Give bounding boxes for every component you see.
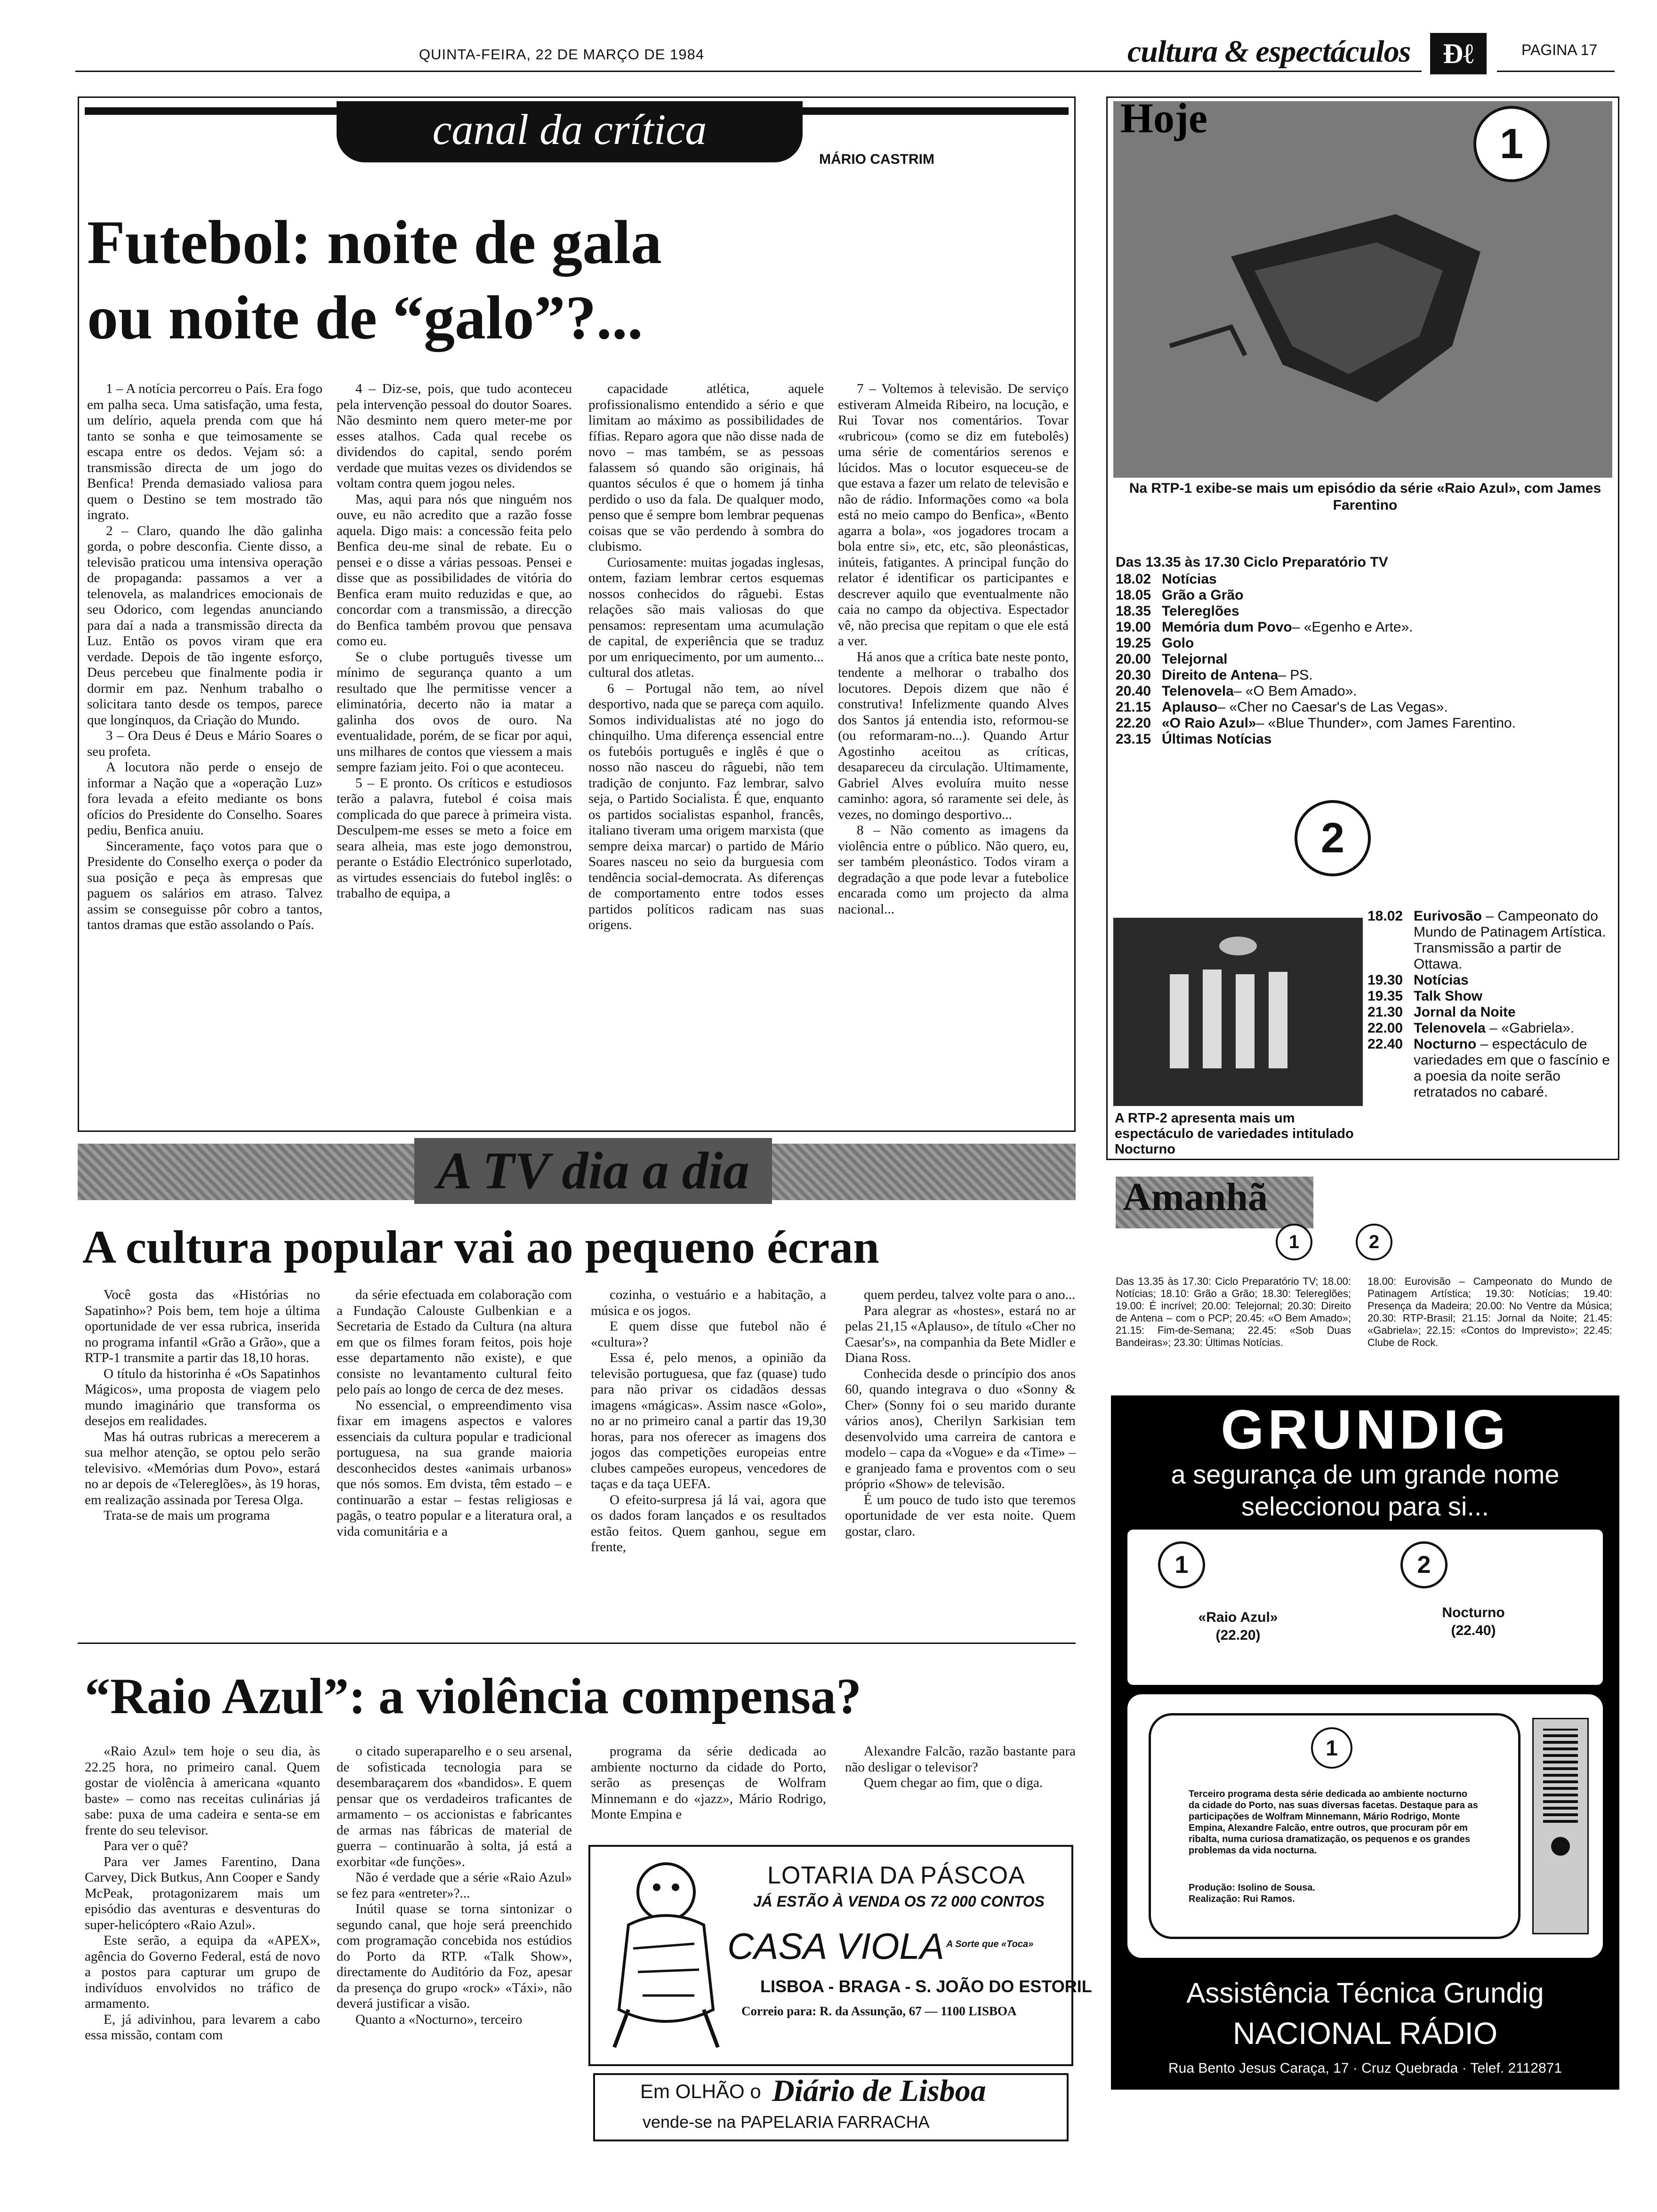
paragraph: Mas há outras rubricas a merecerem a sua melhor atenção, se optou pelo serão televisivo. «Memórias dum Povo», estará no ar depois de «Telereglões», às 19 horas, em realização assinada por Teresa Olga.	[85, 1429, 320, 1507]
paragraph: Essa é, pelo menos, a opinião da televisão portuguesa, que faz (quase) tudo para não privar os cidadãos dessas imagens «mágicas». Assim nasce «Golo», no ar no primeiro canal a partir das 19,30 horas, para nos oferecer as imagens dos jogos das competições europeias entre clubes campeões europeus, vencedores de taças e da taça UEFA.	[591, 1350, 826, 1491]
grundig-ch2-time: (22.40)	[1451, 1623, 1496, 1638]
schedule-row	[1116, 619, 1615, 635]
paragraph: programa da série dedicada ao ambiente nocturno da cidade do Porto, serão as presenças de Wolfram Minnemann e do «jazz», Mário Rodrigo, Monte Empina e	[591, 1744, 826, 1822]
paragraph: Não é verdade que a série «Raio Azul» se fez para «entreter»?...	[337, 1870, 572, 1901]
schedule-time: 18.02	[1367, 908, 1403, 924]
section-rule	[78, 1643, 1076, 1644]
rtp2-logo-icon: 2	[1295, 800, 1371, 876]
raio-headline: “Raio Azul”: a violência compensa?	[85, 1668, 861, 1724]
paragraph: Este serão, a equipa da «APEX», agência do Governo Federal, está de novo a postos para capturar um grupo de indivíduos envolvidos no tráfico de armamento.	[85, 1933, 320, 2011]
grundig-screen-text: Terceiro programa desta série dedicada ao ambiente nocturno da cidade do Porto, nas suas diversas facetas. Destaque para as participações de Wolfram Minnemann, Mário Rodrigo, Monte Empina, Alexandre Falcão, entre outros, que procuram pôr em ribalta, numa curiosa dramatização, os pequenos e os grandes problemas da vida nocturna.	[1189, 1789, 1478, 1856]
paragraph: 3 – Ora Deus é Deus e Mário Soares o seu profeta.	[87, 728, 322, 759]
schedule-program: Talk Show	[1414, 988, 1483, 1004]
schedule-program: «O Raio Azul»	[1162, 715, 1256, 731]
diario-ad-post: vende-se na PAPELARIA FARRACHA	[643, 2112, 930, 2132]
schedule-program: Telenovela	[1162, 683, 1234, 699]
paragraph: Quanto a «Nocturno», terceiro	[355, 2012, 523, 2027]
grundig-tv-controls	[1532, 1718, 1589, 1934]
critica-author: MÁRIO CASTRIM	[819, 152, 934, 167]
hoje-photo-rtp2	[1113, 918, 1363, 1106]
section-title: cultura & espectáculos	[1127, 34, 1411, 69]
schedule-desc: – «Cher no Caesar's de Las Vegas».	[1217, 699, 1448, 715]
paragraph: Se o clube português tivesse um mínimo de segurança quanto a um resultado que lhe permitisse vencer a eliminatória, decerto não ia matar a galinha dos ovos de ouro. Na eventualidade, porém, de se ficar por aqui, uns milhares de contos que viessem a mais sempre faziam jeito. Foi o que aconteceu.	[337, 649, 572, 775]
schedule-row	[1367, 1004, 1612, 1020]
schedule-row	[1116, 651, 1615, 667]
grundig-address: Rua Bento Jesus Caraça, 17 · Cruz Quebrada · Telef. 2112871	[1168, 2060, 1562, 2076]
amanha-rtp1: Das 13.35 às 17.30: Ciclo Preparatório TV; 18.00: Notícias; 18.10: Grão a Grão; 18.30: Telereglões; 19.00: É incrível; 20.00: Telejornal; 20.30: Direito de Antena – com o PCP; 20.45: «O Bem Amado»; 21.15: Fim-de-Semana; 22.45: «Sob Duas Bandeiras»; 23.30: Últimas Notícias.	[1116, 1275, 1351, 1348]
paragraph: 4 – Diz-se, pois, que tudo aconteceu pela intervenção pessoal do doutor Soares. Não desminto nem quero meter-me por esses atalhos. Cada qual recebe os dividendos do capital, sendo porém verdade que muitas vezes os dividendos se voltam contra quem jogou neles.	[337, 381, 572, 491]
grundig-assist-2: NACIONAL RÁDIO	[1232, 2016, 1498, 2051]
schedule-row	[1367, 1020, 1612, 1036]
schedule-program: Nocturno	[1414, 1036, 1477, 1052]
paragraph: Mas, aqui para nós que ninguém nos ouve, eu não acredito que a razão fosse aquela. Digo mais: a concessão feita pelo Benfica deu-me sinal de rebate. Eu o pensei e o disse a várias pessoas. Pensei e disse que as possibilidades de vitória do Benfica eram muito reduzidas e que, ao concordar com a transmissão, a direcção do Benfica também provou que pensava como eu.	[337, 491, 572, 649]
schedule-row	[1116, 699, 1615, 715]
paragraph: Conhecida desde o princípio dos anos 60, quando integrava o duo «Sonny & Cher» (Sonny foi o seu marido durante vários anos), Cherilyn Sarkisian tem desenvolvido uma carreira de cantora e modelo – capa da «Vogue» e da «Time» – e granjeado fama e proventos com o seu próprio «Show» de televisão.	[845, 1366, 1076, 1491]
schedule-desc: – «Blue Thunder», com James Farentino.	[1256, 715, 1516, 731]
paragraph: No essencial, o empreendimento visa fixar em imagens aspectos e valores essenciais da cultura popular e tradicional portuguesa, na sua grande maioria desconhecidos destes «animais urbanos» que nós somos. Em dvista, têm estado – e continuarão a estar – festas religiosas e pagãs, o teatro popular e a literatura oral, a vida comunitária e a	[337, 1397, 572, 1539]
page-date: QUINTA-FEIRA, 22 DE MARÇO DE 1984	[419, 46, 705, 63]
paragraph: 6 – Portugal não tem, ao nível desportivo, nada que se pareça com aquilo. Somos individualistas até no jogo do chinquilho. Uma diferença essencial entre os futebóis português e inglês é que o nosso não nasceu do râguebi, não tem tradição de conjunto. Faz lembrar, salvo seja, o Partido Socialista. É que, enquanto os partidos socialistas espanhol, francês, italiano tiveram uma origem marxista (que sempre deixa marcar) o partido de Mário Soares nasceu no seio da burguesia com tendência social-democrata. As diferenças de comportamento entre todos esses partidos políticos radicam nas suas origens.	[588, 681, 824, 932]
paragraph: Você gosta das «Histórias no Sapatinho»? Pois bem, tem hoje a última oportunidade de ver essa rubrica, inserida no programa infantil «Grão a Grão», que a RTP-1 transmite a partir das 18,10 horas.	[85, 1287, 320, 1365]
lotaria-subtitle: JÁ ESTÃO À VENDA OS 72 000 CONTOS	[753, 1893, 1045, 1910]
grundig-assist-1: Assistência Técnica Grundig	[1186, 1977, 1544, 2009]
schedule-desc: – «O Bem Amado».	[1233, 683, 1357, 699]
grundig-realizacao: Realização: Rui Ramos.	[1189, 1894, 1295, 1904]
critica-column-4	[838, 381, 1069, 917]
diario-ad-name: Diário de Lisboa	[772, 2074, 986, 2108]
grundig-ch1-time: (22.20)	[1215, 1627, 1261, 1643]
schedule-time: 19.00	[1116, 619, 1151, 635]
schedule-row	[1116, 587, 1615, 603]
rtp1-logo-icon: 1	[1473, 106, 1550, 182]
dl-logo: Ɖℓ	[1430, 33, 1487, 74]
paragraph: 1 – A notícia percorreu o País. Era fogo em palha seca. Uma satisfação, uma festa, um delírio, aquela prenda com que há tanto se sonha e que teimosamente se escapa entre os dedos. Vejam só: a transmissão directa de um jogo do Benfica! Prenda demasiado valiosa para quem o Destino se tem mostrado tão ingrato.	[87, 381, 322, 522]
raio-column-4	[845, 1744, 1076, 1791]
schedule-program: Eurivosão	[1414, 908, 1482, 924]
casa-viola-address: Correio para: R. da Assunção, 67 — 1100 LISBOA	[741, 2004, 1017, 2018]
grundig-speaker-grille	[1543, 1729, 1578, 1823]
critica-column-2	[337, 381, 572, 902]
paragraph: Sinceramente, faço votos para que o Presidente do Conselho exerça o poder da sua posição e peça às empresas que paguem os salários em atraso. Talvez assim se conseguisse pôr cobro a tantos, tantos dramas que estão assolando o País.	[87, 838, 322, 932]
schedule-desc: – PS.	[1278, 667, 1313, 683]
rtp2-schedule	[1367, 908, 1612, 1100]
paragraph: 7 – Voltemos à televisão. De serviço estiveram Almeida Ribeiro, na locução, e Rui Tovar nos comentários. Tovar «rubricou» (como se diz em futebolês) uma série de comentários serenos e lúcidos. Mas o locutor esqueceu-se de que estava a fazer um relato de televisão e não de rádio. Informações como «a bola está no meio campo do Benfica», «Bento agarra a bola», «os jogadores trocam a bola entre si», etc, etc, são pleonásticas, inúteis, fatigantes. A principal função do relator é identificar os participantes e descrever aquilo que eventualmente não caia no campo da objectiva. Espectador vê, não precisa que repitam o que ele está a ver.	[838, 381, 1069, 649]
amanha-rtp2: 18.00: Eurovisão – Campeonato do Mundo de Patinagem Artística; 19.30: Notícias; 19.40: Presença da Madeira; 20.00: No Ventre da Música; 20.30: RTP-Brasil; 21.15: Jornal da Noite; 21.45: «Gabriela»; 22.15: «Contos do Imprevisto»; 22.45: Clube de Rock.	[1367, 1275, 1612, 1348]
schedule-desc: – espectáculo de variedades em que o fascínio e a poesia da noite serão retratados no cabaré.	[1414, 1036, 1610, 1100]
tvdia-banner: A TV dia a dia	[414, 1138, 772, 1204]
grundig-brand: GRUNDIG	[1221, 1399, 1510, 1461]
critica-headline-2: ou noite de “galo”?...	[87, 283, 643, 352]
paragraph: da série efectuada em colaboração com a Fundação Calouste Gulbenkian e a Secretaria de Estado da Cultura (na altura em que os filmes foram feitos, pois hoje esse departamento não existe), e que consiste no levantamento cultural feito pelo país ao longo de cerca de dez meses.	[337, 1287, 572, 1397]
header-rule	[75, 71, 1422, 72]
paragraph: Curiosamente: muitas jogadas inglesas, ontem, faziam lembrar certos esquemas nossos conhecidos do râguebi. Estas relações são mais valiosas do que pensamos: representam uma acumulação de capital, de experiência que se traduz por um enriquecimento, por um aumento... cultural dos atletas.	[588, 554, 824, 680]
paragraph: A locutora não perde o ensejo de informar a Nação que a «operação Luz» fora levada a efeito mediante os bons ofícios do Presidente do Conselho. Soares pediu, Benfica anuiu.	[87, 760, 322, 838]
header-rule-right	[1497, 71, 1615, 72]
schedule-program: Telenovela	[1414, 1020, 1486, 1036]
diario-ad-pre: Em OLHÃO o	[640, 2080, 761, 2102]
hoje-intro: Das 13.35 às 17.30 Ciclo Preparatório TV	[1116, 554, 1388, 570]
schedule-time: 18.02	[1116, 571, 1151, 587]
casa-viola-cities: LISBOA - BRAGA - S. JOÃO DO ESTORIL	[760, 1977, 1092, 1996]
schedule-time: 18.35	[1116, 603, 1151, 619]
paragraph: quem perdeu, talvez volte para o ano...	[864, 1287, 1076, 1302]
tvdia-column-4	[845, 1287, 1076, 1539]
schedule-time: 18.05	[1116, 587, 1151, 603]
grundig-ch2-title: Nocturno	[1442, 1605, 1505, 1620]
tvdia-headline: A cultura popular vai ao pequeno écran	[82, 1221, 879, 1273]
rtp2-logo-ad-icon: 2	[1400, 1541, 1448, 1588]
critica-banner: canal da crítica	[337, 101, 803, 162]
grundig-slogan-1: a segurança de um grande nome	[1171, 1459, 1560, 1489]
schedule-time: 19.35	[1367, 988, 1403, 1004]
mascot-illustration	[600, 1854, 727, 2052]
page-number: PAGINA 17	[1521, 41, 1598, 58]
schedule-time: 22.40	[1367, 1036, 1403, 1052]
schedule-row	[1116, 603, 1615, 619]
raio-column-2	[337, 1744, 572, 2028]
casa-viola-tagline: A Sorte que «Toca»	[946, 1939, 1034, 1949]
schedule-row	[1367, 908, 1612, 972]
paragraph: capacidade atlética, aquele profissionalismo entendido a sério e que limitam ao máximo as possibilidades de fífias. Reparo agora que não disse nada de novo – mas também, se as pessoas falassem só quando são originais, há quantos séculos é que o homem já tinha perdido o uso da fala. De qualquer modo, penso que é sempre bom lembrar pequenas coisas que se vão perdendo à sombra do clubismo.	[588, 381, 824, 554]
paragraph: Para ver James Farentino, Dana Carvey, Dick Butkus, Ann Cooper e Sandy McPeak, protagonizarem mais um episódio das aventuras e desventuras do super-helicóptero «Raio Azul».	[85, 1854, 320, 1932]
schedule-program: Notícias	[1162, 571, 1217, 587]
schedule-program: Memória dum Povo	[1162, 619, 1292, 635]
schedule-row	[1116, 571, 1615, 587]
tvdia-column-2	[337, 1287, 572, 1539]
schedule-program: Grão a Grão	[1162, 587, 1244, 603]
critica-column-1	[87, 381, 322, 933]
paragraph: Quem chegar ao fim, que o diga.	[864, 1775, 1043, 1790]
schedule-program: Aplauso	[1162, 699, 1218, 715]
critica-column-3	[588, 381, 824, 933]
paragraph: 5 – E pronto. Os críticos e estudiosos terão a palavra, futebol é coisa mais complicada do que parece à primeira vista. Desculpem-me esses se meto a foice em seara alheia, mas este jogo demonstrou, perante o Estádio Electrónico superlotado, as virtudes essenciais do futebol inglês: o trabalho de equipa, a	[337, 775, 572, 901]
paragraph: o citado superaparelho e o seu arsenal, de sofisticada tecnologia para se desembaraçarem dos «bandidos». E quem pensar que os verdadeiros traficantes de armamento – os accionistas e fabricantes de armas nas fábricas de material de guerra – continuarão à solta, já está a exorbitar «de funções».	[337, 1744, 572, 1869]
paragraph: Trata-se de mais um programa	[104, 1508, 270, 1523]
schedule-time: 22.00	[1367, 1020, 1403, 1036]
schedule-time: 19.25	[1116, 635, 1151, 651]
schedule-program: Telereglões	[1162, 603, 1239, 619]
schedule-program: Jornal da Noite	[1414, 1004, 1516, 1020]
tvdia-column-3	[591, 1287, 826, 1555]
schedule-time: 19.30	[1367, 972, 1403, 988]
grundig-producao: Produção: Isolino de Sousa.	[1189, 1883, 1315, 1893]
rtp1-logo-tv-icon: 1	[1311, 1727, 1352, 1769]
schedule-time: 20.00	[1116, 651, 1151, 667]
schedule-time: 20.40	[1116, 683, 1151, 699]
grundig-slogan-2: seleccionou para si...	[1241, 1491, 1489, 1521]
schedule-row	[1116, 715, 1615, 731]
schedule-row	[1116, 731, 1615, 747]
schedule-program: Golo	[1162, 635, 1194, 651]
schedule-program: Notícias	[1414, 972, 1469, 988]
schedule-desc: – «Egenho e Arte».	[1292, 619, 1413, 635]
paragraph: E quem disse que futebol não é «cultura»?	[591, 1319, 826, 1350]
paragraph: «Raio Azul» tem hoje o seu dia, às 22.25 hora, no primeiro canal. Quem gostar de violência à americana «quanto baste» – como nas receitas culinárias já sabe: puxa de uma cadeira e senta-se em frente do seu televisor.	[85, 1744, 320, 1838]
schedule-desc: – «Gabriela».	[1485, 1020, 1575, 1036]
rtp2-logo-small-icon: 2	[1356, 1224, 1392, 1260]
paragraph: 8 – Não comento as imagens da violência entre o público. Não quero, eu, ser também pleonástico. Todos viram a degradação a que pode levar a futebolice encarada como um projecto da alma nacional...	[838, 823, 1069, 917]
paragraph: 2 – Claro, quando lhe dão galinha gorda, o pobre desconfia. Ciente disso, a televisão praticou uma intensiva operação de propaganda: passamos a ver a telenovela, as malandrices emocionais de seu Odorico, com legendas anunciando para daí a nada a transmissão directa da Luz. Então os povos viram que era verdade. Depois de tão ingente esforço, Deus percebeu que finalmente podia ir dormir em paz. Nenhum trabalho o solicitara tanto desde os tempos, parece que longínquos, da Criação do Mundo.	[87, 523, 322, 728]
raio-column-1	[85, 1744, 320, 2044]
paragraph: Alexandre Falcão, razão bastante para não desligar o televisor?	[845, 1744, 1076, 1775]
paragraph: cozinha, o vestuário e a habitação, a música e os jogos.	[591, 1287, 826, 1318]
schedule-row	[1116, 667, 1615, 683]
tvdia-column-1	[85, 1287, 320, 1524]
rtp1-logo-ad-icon: 1	[1158, 1541, 1205, 1588]
schedule-row	[1116, 683, 1615, 699]
rtp1-schedule	[1116, 571, 1615, 747]
schedule-time: 22.20	[1116, 715, 1151, 731]
paragraph: Há anos que a crítica bate neste ponto, tendente a melhorar o trabalho dos locutores. Depois dizem que não é construtiva! Infelizmente quando Alves dos Santos já entendia isto, reformou-se (ou reformaram-no...). Quando Artur Agostinho aceitou as críticas, desapareceu da circulação. Ultimamente, Gabriel Alves evoluíra muito nesse caminho: agora, só raramente sei dele, às vezes, no domingo desportivo...	[838, 649, 1069, 822]
hoje-caption-rtp2: A RTP-2 apresenta mais um espectáculo de variedades intitulado Nocturno	[1115, 1111, 1354, 1157]
schedule-desc: – Campeonato do Mundo de Patinagem Artística. Transmissão a partir de Ottawa.	[1414, 908, 1606, 972]
lotaria-title: LOTARIA DA PÁSCOA	[767, 1862, 1025, 1889]
schedule-row	[1367, 1036, 1612, 1100]
schedule-row	[1367, 988, 1612, 1004]
raio-column-3	[591, 1744, 826, 1823]
schedule-program: Direito de Antena	[1162, 667, 1279, 683]
paragraph: Para alegrar as «hostes», estará no ar pelas 21,15 «Aplauso», de título «Cher no Caesar's», na companhia da Bete Midler e Diana Ross.	[845, 1303, 1076, 1365]
schedule-program: Telejornal	[1162, 651, 1228, 667]
schedule-time: 21.30	[1367, 1004, 1403, 1020]
paragraph: Para ver o quê?	[104, 1838, 188, 1853]
hoje-heading: Hoje	[1120, 95, 1207, 142]
schedule-time: 21.15	[1116, 699, 1151, 715]
schedule-program: Últimas Notícias	[1162, 731, 1272, 747]
amanha-heading: Amanhã	[1123, 1175, 1268, 1219]
schedule-time: 20.30	[1116, 667, 1151, 683]
hoje-caption-rtp1: Na RTP-1 exibe-se mais um episódio da série «Raio Azul», com James Farentino	[1129, 481, 1601, 513]
critica-headline-1: Futebol: noite de gala	[87, 208, 662, 277]
paragraph: E, já adivinhou, para levarem a cabo essa missão, contam com	[85, 2012, 320, 2043]
schedule-row	[1367, 972, 1612, 988]
schedule-time: 23.15	[1116, 731, 1151, 747]
schedule-row	[1116, 635, 1615, 651]
rtp1-logo-small-icon: 1	[1276, 1224, 1312, 1260]
paragraph: É um pouco de tudo isto que teremos oportunidade de ver esta noite. Quem gostar, claro.	[845, 1492, 1076, 1539]
grundig-knob	[1551, 1837, 1570, 1856]
paragraph: O efeito-surpresa já lá vai, agora que os dados foram lançados e os resultados estão feitos. Quem ganhou, segue em frente,	[591, 1492, 826, 1555]
grundig-ch1-title: «Raio Azul»	[1198, 1610, 1278, 1625]
casa-viola-name: CASA VIOLA	[727, 1925, 944, 1967]
paragraph: O título da historinha é «Os Sapatinhos Mágicos», uma proposta de viagem pelo mundo imaginário que transforma os desejos em realidades.	[85, 1366, 320, 1428]
paragraph: Inútil quase se torna sintonizar o segundo canal, que hoje será preenchido com programação concebida nos estúdios do Porto da RTP. «Talk Show», directamente do Auditório da Foz, apesar da presença do grupo «rock» «Táxi», não deverá justificar a visão.	[337, 1901, 572, 2011]
